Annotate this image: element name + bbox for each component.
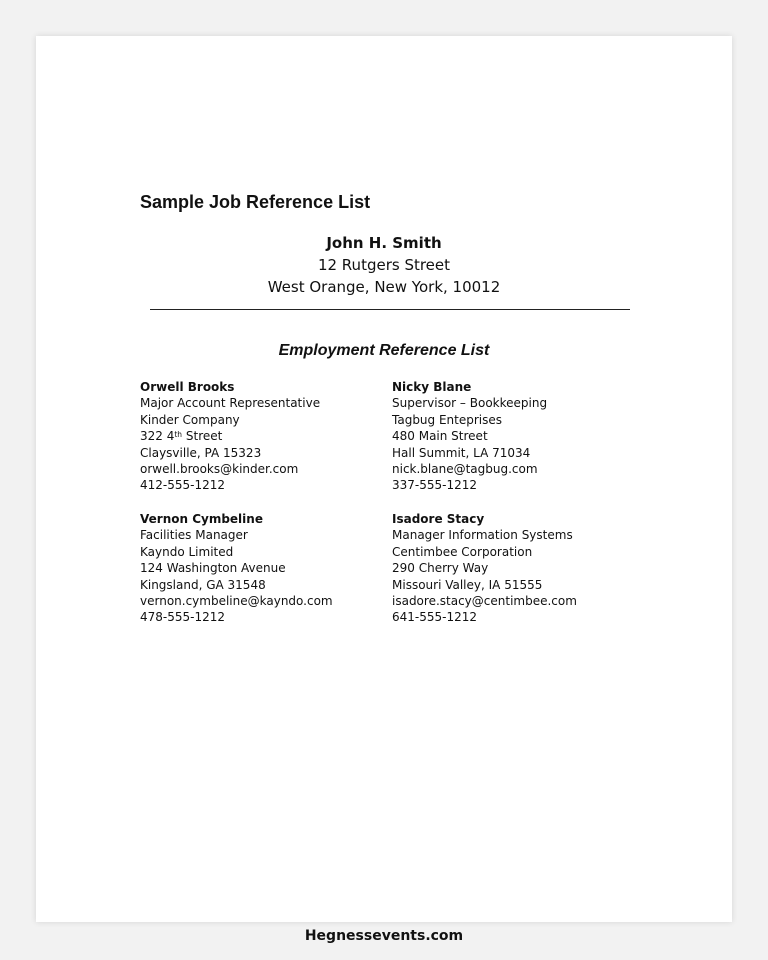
reference-card: [392, 379, 547, 494]
reference-street-rest: Street: [182, 429, 223, 444]
reference-phone: 412-555-1212: [140, 478, 226, 493]
section-title: Employment Reference List: [278, 342, 490, 359]
reference-card: [392, 511, 577, 626]
reference-name: Orwell Brooks: [140, 380, 235, 394]
header-divider: [150, 309, 630, 310]
reference-city: Missouri Valley, IA 51555: [392, 577, 543, 592]
reference-city: Hall Summit, LA 71034: [392, 445, 531, 460]
reference-card: [140, 511, 333, 626]
reference-card: [140, 379, 320, 494]
reference-company: Tagbug Enteprises: [392, 412, 503, 427]
reference-email: vernon.cymbeline@kayndo.com: [140, 594, 333, 609]
reference-name: Vernon Cymbeline: [140, 512, 263, 526]
candidate-street: 12 Rutgers Street: [317, 256, 451, 274]
reference-phone: 337-555-1212: [392, 478, 478, 493]
reference-phone: 641-555-1212: [392, 610, 478, 625]
reference-street: 290 Cherry Way: [392, 561, 489, 576]
reference-title: Major Account Representative: [140, 396, 321, 411]
candidate-name: John H. Smith: [326, 234, 442, 252]
reference-email: orwell.brooks@kinder.com: [140, 462, 299, 477]
document-page: [36, 36, 732, 922]
reference-email: isadore.stacy@centimbee.com: [392, 594, 577, 609]
reference-phone: 478-555-1212: [140, 610, 226, 625]
reference-street-ordinal: th: [174, 430, 183, 440]
reference-name: Nicky Blane: [392, 380, 472, 394]
reference-street: 480 Main Street: [392, 429, 488, 444]
reference-street: [140, 428, 320, 444]
reference-city: Kingsland, GA 31548: [140, 577, 266, 592]
footer-watermark: Hegnessevents.com: [304, 928, 464, 944]
reference-city: Claysville, PA 15323: [140, 445, 262, 460]
reference-name: Isadore Stacy: [392, 512, 485, 526]
reference-title: Supervisor – Bookkeeping: [392, 396, 548, 411]
candidate-city: West Orange, New York, 10012: [267, 278, 501, 296]
reference-company: Centimbee Corporation: [392, 544, 533, 559]
reference-email: nick.blane@tagbug.com: [392, 462, 538, 477]
candidate-header: [36, 232, 732, 298]
reference-street-number: 322 4: [140, 429, 175, 444]
reference-street: 124 Washington Avenue: [140, 561, 286, 576]
reference-title: Facilities Manager: [140, 528, 248, 543]
document-title: Sample Job Reference List: [140, 192, 371, 212]
reference-company: Kayndo Limited: [140, 544, 234, 559]
reference-title: Manager Information Systems: [392, 528, 573, 543]
reference-company: Kinder Company: [140, 412, 240, 427]
